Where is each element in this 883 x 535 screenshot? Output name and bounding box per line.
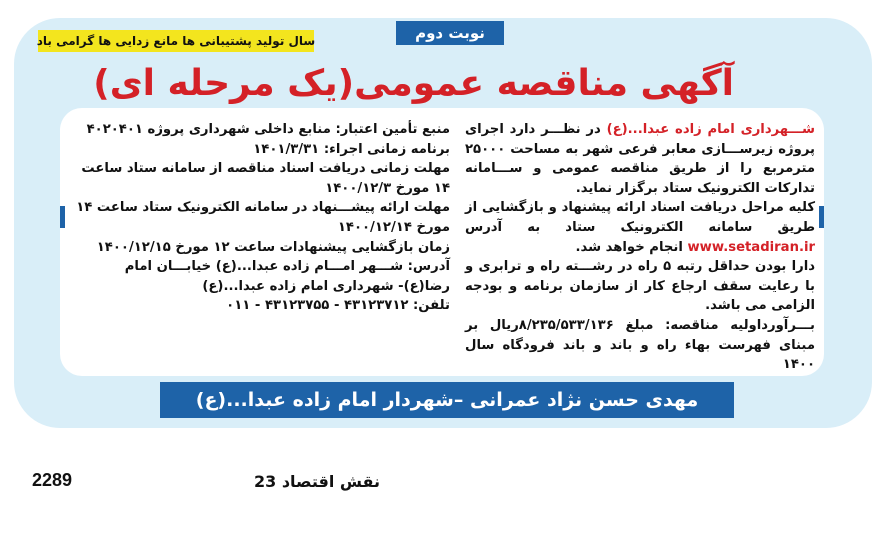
execution-schedule: برنامه زمانی اجراء: ۱۴۰۱/۳/۳۱ <box>253 141 450 157</box>
intro-text: در نظـــر دارد اجرای پروژه زیرســـازی معابر فرعی شهر به مساحت ۲۵۰۰۰ مترمربع را از طریق مناقصه عمومی و ســـامانه تدارکات الکترونیک ستاد برگزار نماید. <box>465 122 815 196</box>
ad-title: آگهی مناقصه عمومی(یک مرحله ای) <box>93 63 734 104</box>
phone: تلفن: ۴۳۱۲۳۷۱۲ - ۴۳۱۲۳۷۵۵ - ۰۱۱ <box>226 298 450 314</box>
round-badge: نوبت دوم <box>396 21 504 45</box>
left-column <box>74 120 450 316</box>
opening-time: زمان بازگشایی پیشنهادات ساعت ۱۲ مورخ ۱۴۰۰/۱۲/۱۵ <box>96 239 450 255</box>
setad-link[interactable]: www.setadiran.ir <box>687 239 815 255</box>
right-column <box>465 120 815 375</box>
ad-number: 2289 <box>32 470 73 490</box>
org-name: شـــهرداری امام زاده عبدا...(ع) <box>606 122 815 137</box>
process-text: کلیه مراحل دریافت اسناد ارائه پیشنهاد و بازگشایی از طریق سامانه الکترونیک ستاد به آدرس <box>465 200 815 235</box>
paragraph-estimate: بـــرآورداولیه مناقصه: مبلغ ۸/۲۳۵/۵۳۳/۱۳۶ریال بر مبنای فهرست بهاء راه و باند و باند فرودگاه سال ۱۴۰۰ <box>465 317 815 373</box>
document-deadline: مهلت زمانی دریافت اسناد مناقصه از سامانه ستاد ساعت ۱۴ مورخ ۱۴۰۰/۱۲/۳ <box>81 161 450 196</box>
process-text-end: انجام خواهد شد. <box>575 239 688 255</box>
paragraph-process <box>465 198 815 257</box>
slogan-banner: سال تولید پشتیبانی ها مانع زدایی ها گرامی باد <box>38 30 314 52</box>
address: آدرس: شـــهر امـــام زاده عبدا...(ع) خیابـــان امام رضا(ع)- شهرداری امام زاده عبدا...(ع) <box>124 259 450 294</box>
paragraph-intro <box>465 120 815 198</box>
left-divider-mark <box>60 206 65 228</box>
signature-bar: مهدی حسن نژاد عمرانی –شهردار امام زاده عبدا...(ع) <box>160 382 734 418</box>
right-divider-mark <box>819 206 824 228</box>
funding-source: منبع تأمین اعتبار: منابع داخلی شهرداری پروژه ۴۰۲۰۴۰۱ <box>86 122 450 137</box>
bid-deadline: مهلت ارائه پیشـــنهاد در سامانه الکترونیک ستاد ساعت ۱۴ مورخ ۱۴۰۰/۱۲/۱۴ <box>76 200 450 235</box>
publication-source: نقش اقتصاد 23 <box>254 472 381 491</box>
paragraph-qualification: دارا بودن حداقل رتبه ۵ راه در رشـــته راه و ترابری و با رعایت سقف ارجاع کار از سازمان برنامه و بودجه الزامی می باشد. <box>465 259 815 314</box>
